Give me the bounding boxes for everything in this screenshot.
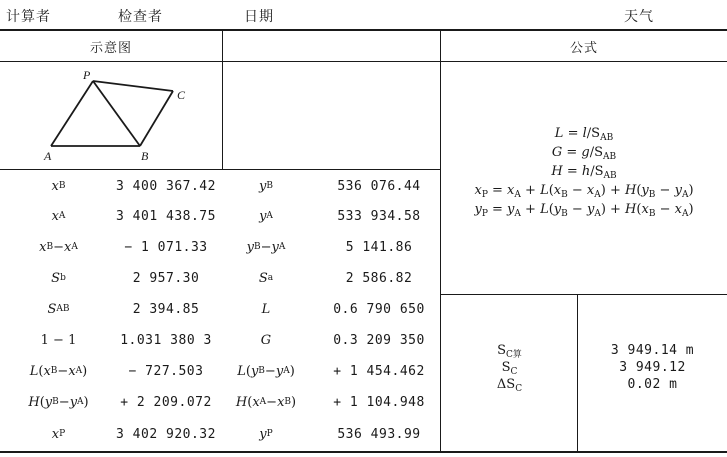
row-value-left: − 1 071.33 [124,239,208,255]
row-value-left: 3 400 367.42 [116,178,216,194]
formula-g: $G = g/S_{AB}$ [551,145,617,162]
row-value-left: 1.031 380 3 [120,332,212,348]
edge-cb [140,91,173,146]
edge-pc [93,81,173,91]
row-label-left: 1 − 1 [40,332,77,348]
row-value-left: 3 402 920.32 [116,426,216,442]
row-label-left: L ( x B − x A ) [29,363,88,379]
row-label-left: x P [51,426,66,442]
row-label-left: S AB [47,301,70,317]
row-label-right: G [260,332,272,348]
row-value-right: + 1 104.948 [333,394,425,410]
row-value-right: 0.6 790 650 [333,301,425,317]
row-label-right: y B [259,178,273,194]
date-label: 日期 [244,9,274,25]
vertex-label-b: B [141,149,149,163]
sketch-diagram [0,62,222,169]
formula-title: 公式 [569,40,598,56]
bottom-rule [0,451,727,453]
row-label-right: S a [258,270,274,286]
formula-rule [441,294,727,295]
edge-pb [93,81,140,146]
row-label-right: H ( x A − x B ) [235,394,297,410]
row-label-right: L ( y B − y A ) [237,363,295,379]
row-label-left: S b [51,270,66,286]
edge-pa [51,81,93,146]
row-value-left: + 2 209.072 [120,394,212,410]
row-value-right: 5 141.86 [345,239,413,255]
row-value-left: − 727.503 [128,363,204,379]
row-label-right: y B − y A [246,239,286,255]
calculator-label: 计算者 [6,9,51,25]
formula-yp: $y_P = y_A + L(y_B - y_A) + H(x_B - x_A)$ [474,202,694,219]
sketch-title: 示意图 [89,40,132,56]
sketch-rule [0,169,441,170]
result-label-sc: $S_C$ [501,360,518,377]
vertex-label-p: P [83,68,91,82]
row-label-left: x B [51,178,66,194]
row-label-right: y P [259,426,273,442]
formula-l: $L = l/S_{AB}$ [554,126,614,143]
row-value-left: 3 401 438.75 [116,208,216,224]
vertex-label-a: A [44,149,52,163]
row-value-right: 2 586.82 [345,270,413,286]
checker-label: 检查者 [118,9,163,25]
weather-label: 天气 [624,9,654,25]
vertex-label-c: C [177,88,186,102]
result-value: 0.02 m [627,377,678,392]
row-label-left: x A [51,208,66,224]
row-value-left: 2 394.85 [132,301,200,317]
row-value-right: 536 076.44 [337,178,421,194]
row-value-right: 536 493.99 [337,426,421,442]
result-label-delta-sc: $\Delta S_C$ [496,377,523,394]
row-label-right: y A [259,208,273,224]
formula-block [441,124,727,219]
row-label-right: L [261,301,271,317]
vline-sketch [222,30,223,170]
result-values [578,342,727,393]
formula-xp: $x_P = x_A + L(x_B - x_A) + H(y_B - y_A)$ [474,183,694,200]
result-label-sc-calc: $S_{C算}$ [497,343,522,360]
result-labels [441,342,578,393]
row-label-left: H ( y B − y A ) [28,394,89,410]
formula-h: $H = h/S_{AB}$ [551,164,617,181]
row-value-right: 533 934.58 [337,208,421,224]
result-value: 3 949.12 [619,360,686,375]
row-value-left: 2 957.30 [132,270,200,286]
row-label-left: x B − x A [39,239,78,255]
result-value: 3 949.14 m [610,343,695,358]
row-value-right: + 1 454.462 [333,363,425,379]
row-value-right: 0.3 209 350 [333,332,425,348]
